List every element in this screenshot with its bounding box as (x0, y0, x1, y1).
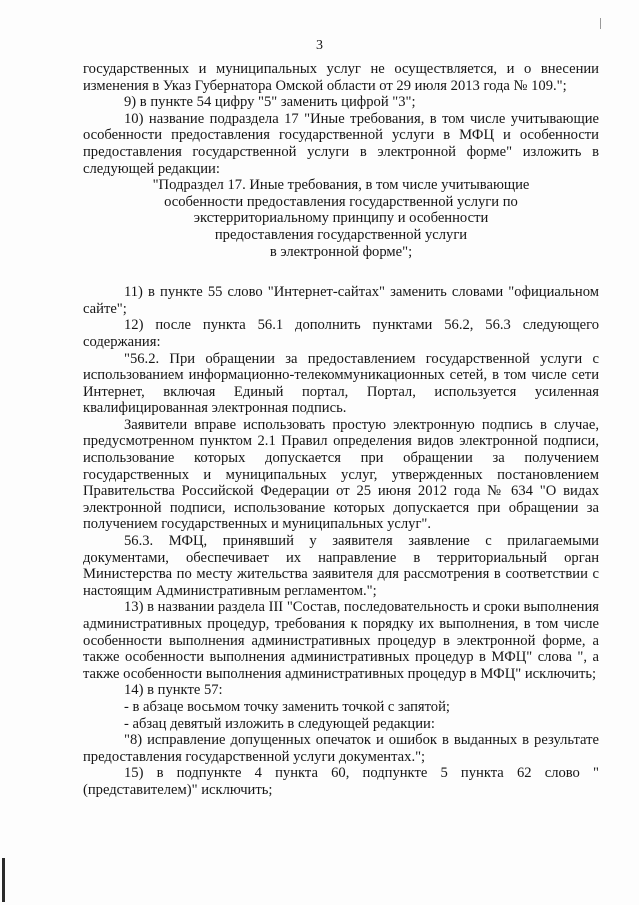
paragraph-item-13: 13) в названии раздела III "Состав, последовательность и сроки выполнения административных процедур, требования к порядку их выполнения, в том числе особенности выполнения административных процедур в электронной форме, а также особенности выполнения административных процедур в МФЦ" слова ", а также особенности выполнения административных процедур в МФЦ" исключить; (83, 599, 599, 682)
subsection-heading (83, 177, 599, 260)
paragraph-item-10: 10) название подраздела 17 "Иные требования, в том числе учитывающие особенности предоставления государственной услуги в МФЦ и особенности предоставления государственной услуги в электронной форме" изложить в следующей редакции: (83, 110, 599, 177)
paragraph-item-9: 9) в пункте 54 цифру "5" заменить цифрой "3"; (124, 94, 416, 111)
page-number: 3 (316, 38, 323, 53)
paragraph-bullet-2: - абзац девятый изложить в следующей редакции: (124, 715, 435, 732)
paragraph-item-12: 12) после пункта 56.1 дополнить пунктами 56.2, 56.3 следующего содержания: (83, 317, 599, 350)
paragraph-bullet-1: - в абзаце восьмом точку заменить точкой с запятой; (124, 698, 450, 715)
document-body (83, 61, 599, 799)
paragraph-simple-signature: Заявители вправе использовать простую электронную подпись в случае, предусмотренном пунктом 2.1 Правил определения видов электронной подписи, использование которых допускается при обращении за получением государственных и муниципальных услуг, утвержденных постановлением Правительства Российской Федерации от 25 июня 2012 года № 634 "О видах электронной подписи, использование которых допускается при обращении за получением государственных и муниципальных услуг". (83, 416, 599, 533)
scan-edge-mark (2, 858, 5, 902)
scan-mark (600, 18, 601, 29)
heading-line: предоставления государственной услуги (214, 226, 468, 243)
heading-line: в электронной форме"; (269, 243, 413, 260)
paragraph-item-11: 11) в пункте 55 слово "Интернет-сайтах" заменить словами "официальном сайте"; (83, 284, 599, 317)
spacer (83, 260, 599, 284)
paragraph-item-14: 14) в пункте 57: (124, 682, 223, 699)
heading-line: особенности предоставления государственной услуги по (164, 193, 518, 210)
paragraph-quote-8: "8) исправление допущенных опечаток и ошибок в выданных в результате предоставления государственной услуги документах."; (83, 732, 599, 765)
heading-line: экстерриториальному принципу и особенности (193, 210, 489, 227)
heading-line: "Подраздел 17. Иные требования, в том числе учитывающие (152, 177, 530, 194)
paragraph-56-3: 56.3. МФЦ, принявший у заявителя заявление с прилагаемыми документами, обеспечивает их направление в территориальный орган Министерства по месту жительства заявителя для рассмотрения в соответствии с настоящим Административным регламентом."; (83, 533, 599, 599)
paragraph-item-15: 15) в подпункте 4 пункта 60, подпункте 5 пункта 62 слово "(представителем)" исключить; (83, 765, 599, 798)
paragraph-continuation: государственных и муниципальных услуг не осуществляется, и о внесении изменения в Указ Губернатора Омской области от 29 июля 2013 года № 109."; (83, 61, 599, 94)
paragraph-56-2: "56.2. При обращении за предоставлением государственной услуги с использованием информационно-телекоммуникационных сетей, в том числе сети Интернет, включая Единый портал, Портал, используется усиленная квалифицированная электронная подпись. (83, 350, 599, 417)
